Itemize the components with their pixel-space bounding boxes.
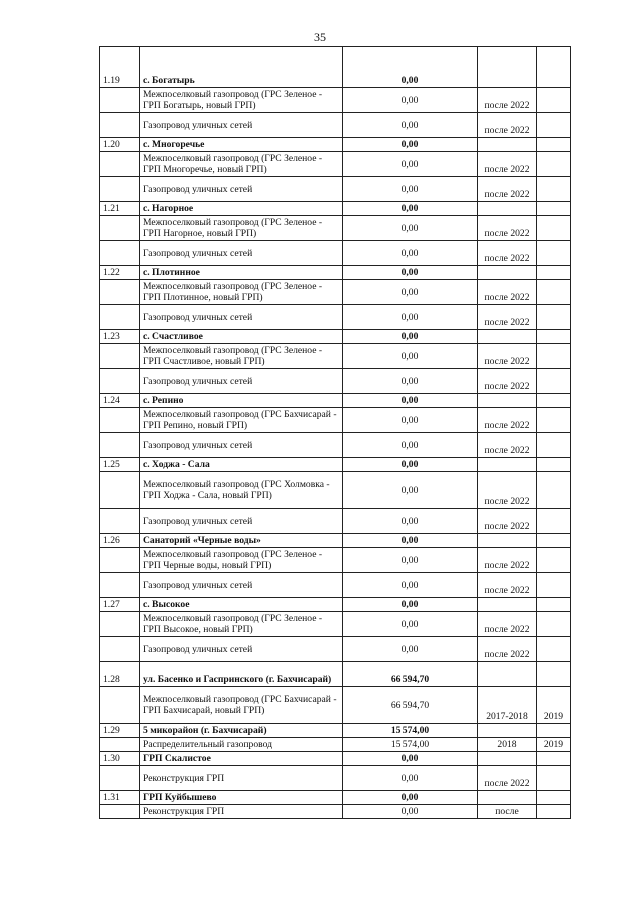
row-name: Распределительный газопровод: [140, 738, 343, 752]
row-name: с. Многоречье: [140, 138, 343, 152]
row-name: Реконструкция ГРП: [140, 766, 343, 791]
row-term: [478, 202, 537, 216]
row-end-year: [537, 458, 571, 472]
row-cost: 0,00: [343, 88, 478, 113]
row-end-year: [537, 369, 571, 394]
row-end-year: [537, 662, 571, 687]
row-term: [478, 394, 537, 408]
row-name: с. Ходжа - Сала: [140, 458, 343, 472]
row-number: 1.26: [100, 534, 140, 548]
row-number: 1.19: [100, 47, 140, 88]
row-name: Межпоселковый газопровод (ГРС Зеленое - ГРП Плотинное, новый ГРП): [140, 280, 343, 305]
row-term: [478, 534, 537, 548]
row-cost: 66 594,70: [343, 662, 478, 687]
row-name: Газопровод уличных сетей: [140, 369, 343, 394]
row-name: ГРП Скалистое: [140, 752, 343, 766]
table-row: [100, 637, 571, 662]
table-row-section: [100, 458, 571, 472]
row-term: после 2022: [478, 280, 537, 305]
row-number: [100, 637, 140, 662]
row-name: Межпоселковый газопровод (ГРС Зеленое - ГРП Богатырь, новый ГРП): [140, 88, 343, 113]
row-end-year: [537, 216, 571, 241]
row-number: [100, 472, 140, 509]
row-term: после 2022: [478, 216, 537, 241]
row-cost: 0,00: [343, 177, 478, 202]
table-row-section: [100, 662, 571, 687]
row-cost: 0,00: [343, 369, 478, 394]
table-row: [100, 573, 571, 598]
row-cost: 66 594,70: [343, 687, 478, 724]
row-term: после 2022: [478, 408, 537, 433]
row-cost: 0,00: [343, 241, 478, 266]
row-term: после 2022: [478, 509, 537, 534]
row-name: с. Богатырь: [140, 47, 343, 88]
row-number: [100, 612, 140, 637]
row-name: Газопровод уличных сетей: [140, 433, 343, 458]
table-row: [100, 472, 571, 509]
table-body: [100, 47, 571, 819]
row-term: после 2022: [478, 548, 537, 573]
row-number: [100, 509, 140, 534]
table-row-section: [100, 202, 571, 216]
row-end-year: [537, 573, 571, 598]
row-cost: 0,00: [343, 458, 478, 472]
table-row: [100, 113, 571, 138]
row-number: [100, 433, 140, 458]
row-name: Межпоселковый газопровод (ГРС Зеленое - ГРП Нагорное, новый ГРП): [140, 216, 343, 241]
row-end-year: [537, 47, 571, 88]
table-row: [100, 509, 571, 534]
row-number: [100, 113, 140, 138]
row-end-year: [537, 509, 571, 534]
row-number: [100, 177, 140, 202]
row-cost: 0,00: [343, 637, 478, 662]
table-row-section: [100, 394, 571, 408]
row-term: [478, 330, 537, 344]
table-row: [100, 369, 571, 394]
row-end-year: 2019: [537, 687, 571, 724]
row-number: [100, 766, 140, 791]
table-row: [100, 216, 571, 241]
row-end-year: [537, 266, 571, 280]
table-row-section: [100, 752, 571, 766]
row-name: Межпоселковый газопровод (ГРС Зеленое - ГРП Черные воды, новый ГРП): [140, 548, 343, 573]
row-end-year: [537, 138, 571, 152]
table-row: [100, 548, 571, 573]
row-name: 5 микорайон (г. Бахчисарай): [140, 724, 343, 738]
row-name: Межпоселковый газопровод (ГРС Холмовка - ГРП Ходжа - Сала, новый ГРП): [140, 472, 343, 509]
row-end-year: [537, 548, 571, 573]
row-end-year: [537, 88, 571, 113]
row-name: с. Высокое: [140, 598, 343, 612]
row-end-year: [537, 305, 571, 330]
row-end-year: [537, 598, 571, 612]
row-end-year: [537, 805, 571, 819]
row-end-year: [537, 472, 571, 509]
row-number: [100, 548, 140, 573]
row-name: Межпоселковый газопровод (ГРС Бахчисарай - ГРП Бахчисарай, новый ГРП): [140, 687, 343, 724]
row-end-year: [537, 724, 571, 738]
row-end-year: [537, 408, 571, 433]
row-number: 1.25: [100, 458, 140, 472]
row-cost: 0,00: [343, 534, 478, 548]
row-term: [478, 724, 537, 738]
row-term: после 2022: [478, 177, 537, 202]
table-row: [100, 408, 571, 433]
row-number: [100, 305, 140, 330]
row-term: [478, 791, 537, 805]
row-name: Газопровод уличных сетей: [140, 305, 343, 330]
row-term: после 2022: [478, 241, 537, 266]
row-cost: 0,00: [343, 305, 478, 330]
row-number: [100, 152, 140, 177]
table-row: [100, 433, 571, 458]
row-term: [478, 458, 537, 472]
table-row: [100, 241, 571, 266]
row-name: Газопровод уличных сетей: [140, 113, 343, 138]
row-number: [100, 805, 140, 819]
row-number: 1.28: [100, 662, 140, 687]
row-term: после 2022: [478, 766, 537, 791]
row-term: [478, 47, 537, 88]
row-term: после 2022: [478, 472, 537, 509]
table-row-section: [100, 138, 571, 152]
table-row-section: [100, 47, 571, 88]
row-number: 1.31: [100, 791, 140, 805]
row-cost: 0,00: [343, 394, 478, 408]
row-cost: 0,00: [343, 433, 478, 458]
row-term: после 2022: [478, 369, 537, 394]
row-name: с. Плотинное: [140, 266, 343, 280]
row-cost: 15 574,00: [343, 724, 478, 738]
row-cost: 0,00: [343, 791, 478, 805]
table-row: [100, 152, 571, 177]
row-cost: 0,00: [343, 408, 478, 433]
row-end-year: [537, 152, 571, 177]
row-cost: 0,00: [343, 138, 478, 152]
row-cost: 0,00: [343, 280, 478, 305]
row-end-year: [537, 113, 571, 138]
row-number: 1.24: [100, 394, 140, 408]
row-cost: 15 574,00: [343, 738, 478, 752]
row-term: [478, 266, 537, 280]
row-name: ГРП Куйбышево: [140, 791, 343, 805]
table-row: [100, 305, 571, 330]
table-row: [100, 280, 571, 305]
row-end-year: [537, 752, 571, 766]
row-name: Межпоселковый газопровод (ГРС Бахчисарай - ГРП Репино, новый ГРП): [140, 408, 343, 433]
row-number: [100, 280, 140, 305]
row-term: после 2022: [478, 637, 537, 662]
table-row: [100, 687, 571, 724]
row-term: 2018: [478, 738, 537, 752]
row-end-year: [537, 637, 571, 662]
gas-pipeline-table: [99, 46, 571, 819]
row-number: [100, 687, 140, 724]
row-number: [100, 88, 140, 113]
row-cost: 0,00: [343, 472, 478, 509]
row-end-year: [537, 344, 571, 369]
row-number: 1.27: [100, 598, 140, 612]
row-cost: 0,00: [343, 766, 478, 791]
row-term: после 2022: [478, 113, 537, 138]
row-number: [100, 738, 140, 752]
row-name: с. Счастливое: [140, 330, 343, 344]
row-cost: 0,00: [343, 113, 478, 138]
row-term: [478, 598, 537, 612]
row-number: 1.29: [100, 724, 140, 738]
row-cost: 0,00: [343, 509, 478, 534]
row-cost: 0,00: [343, 216, 478, 241]
table-row: [100, 738, 571, 752]
row-end-year: [537, 791, 571, 805]
row-cost: 0,00: [343, 598, 478, 612]
row-name: Газопровод уличных сетей: [140, 241, 343, 266]
row-cost: 0,00: [343, 330, 478, 344]
row-number: [100, 241, 140, 266]
row-cost: 0,00: [343, 47, 478, 88]
row-term: после 2022: [478, 305, 537, 330]
row-term: после 2022: [478, 152, 537, 177]
row-end-year: [537, 394, 571, 408]
row-number: [100, 408, 140, 433]
row-end-year: [537, 766, 571, 791]
row-end-year: [537, 241, 571, 266]
row-name: Реконструкция ГРП: [140, 805, 343, 819]
row-end-year: [537, 330, 571, 344]
row-cost: 0,00: [343, 202, 478, 216]
row-number: 1.21: [100, 202, 140, 216]
table-row-section: [100, 266, 571, 280]
table-row-section: [100, 534, 571, 548]
row-number: 1.23: [100, 330, 140, 344]
row-term: [478, 138, 537, 152]
row-name: Межпоселковый газопровод (ГРС Зеленое - ГРП Многоречье, новый ГРП): [140, 152, 343, 177]
row-cost: 0,00: [343, 266, 478, 280]
row-number: [100, 216, 140, 241]
row-number: 1.20: [100, 138, 140, 152]
row-name: Санаторий «Черные воды»: [140, 534, 343, 548]
table-row-section: [100, 724, 571, 738]
row-name: Газопровод уличных сетей: [140, 573, 343, 598]
page-number: 35: [314, 30, 326, 44]
row-term: после 2022: [478, 88, 537, 113]
row-term: после 2022: [478, 344, 537, 369]
table-row: [100, 88, 571, 113]
table-row: [100, 177, 571, 202]
row-term: после 2022: [478, 612, 537, 637]
row-end-year: [537, 280, 571, 305]
row-cost: 0,00: [343, 805, 478, 819]
row-number: [100, 369, 140, 394]
table-row: [100, 344, 571, 369]
row-name: Газопровод уличных сетей: [140, 177, 343, 202]
row-term: 2017-2018: [478, 687, 537, 724]
row-term: [478, 662, 537, 687]
row-cost: 0,00: [343, 548, 478, 573]
table-row: [100, 612, 571, 637]
row-name: Межпоселковый газопровод (ГРС Зеленое - ГРП Счастливое, новый ГРП): [140, 344, 343, 369]
row-number: [100, 344, 140, 369]
row-end-year: [537, 534, 571, 548]
row-end-year: [537, 177, 571, 202]
row-cost: 0,00: [343, 152, 478, 177]
row-number: 1.22: [100, 266, 140, 280]
row-number: 1.30: [100, 752, 140, 766]
row-name: Межпоселковый газопровод (ГРС Зеленое - ГРП Высокое, новый ГРП): [140, 612, 343, 637]
table-row: [100, 766, 571, 791]
table-row-section: [100, 791, 571, 805]
row-term: после 2022: [478, 433, 537, 458]
row-cost: 0,00: [343, 752, 478, 766]
row-term: [478, 752, 537, 766]
row-name: с. Нагорное: [140, 202, 343, 216]
row-name: ул. Басенко и Гаспринского (г. Бахчисарай): [140, 662, 343, 687]
row-end-year: [537, 612, 571, 637]
row-name: Газопровод уличных сетей: [140, 509, 343, 534]
table-row-section: [100, 330, 571, 344]
row-cost: 0,00: [343, 612, 478, 637]
row-number: [100, 573, 140, 598]
table-row: [100, 805, 571, 819]
row-name: с. Репино: [140, 394, 343, 408]
table-row-section: [100, 598, 571, 612]
row-term: после: [478, 805, 537, 819]
row-term: после 2022: [478, 573, 537, 598]
row-end-year: 2019: [537, 738, 571, 752]
row-cost: 0,00: [343, 344, 478, 369]
row-name: Газопровод уличных сетей: [140, 637, 343, 662]
row-end-year: [537, 433, 571, 458]
row-end-year: [537, 202, 571, 216]
row-cost: 0,00: [343, 573, 478, 598]
